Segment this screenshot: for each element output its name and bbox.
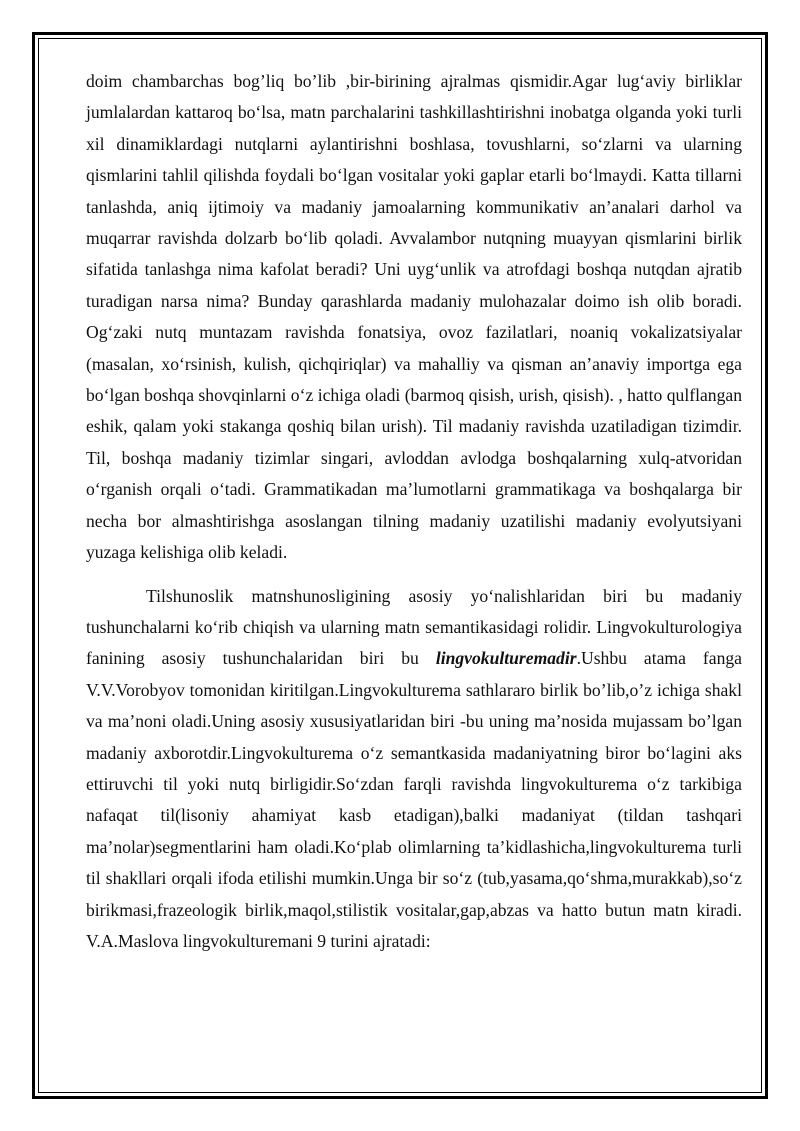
term-lingvokulturemadir: lingvokulturemadir bbox=[435, 648, 577, 669]
document-body bbox=[86, 66, 742, 957]
paragraph-2-lead: Tilshunoslik matnshunosligining asosiy yo‘nalishlaridan biri bu madaniy tushunchalarni ko‘rib chiqish va ularning matn semantikasidagi rolidir. Lingvokulturologiya fanining asosiy tushunchalaridan biri bu bbox=[86, 585, 742, 669]
paragraph-2 bbox=[86, 581, 742, 958]
paragraph-1: doim chambarchas bog’liq bo’lib ,bir-birining ajralmas qismidir.Agar lug‘aviy birliklar jumlalardan kattaroq bo‘lsa, matn parchalarini tashkillashtirishni inobatga olganda yoki turli xil dinamiklardagi nutqlarni aylantirishni boshlasa, tovushlarni, so‘zlarni va ularning qismlarini tahlil qilishda foydali bo‘lgan vositalar yoki gaplar etarli bo‘lmaydi. Katta tillarni tanlashda, aniq ijtimoiy va madaniy jamoalarning kommunikativ an’analari darhol va muqarrar ravishda dolzarb bo‘lib qoladi. Avvalambor nutqning muayyan qismlarini birlik sifatida tanlashga nima kafolat beradi? Uni uyg‘unlik va atrofdagi boshqa nutqdan ajratib turadigan narsa nima? Bunday qarashlarda madaniy mulohazalar doimo ish olib boradi. Og‘zaki nutq muntazam ravishda fonatsiya, ovoz fazilatlari, noaniq vokalizatsiyalar (masalan, xo‘rsinish, kulish, qichqiriqlar) va mahalliy va qisman an’anaviy importga ega bo‘lgan boshqa shovqinlarni o‘z ichiga oladi (barmoq qisish, urish, qisish). , hatto qulflangan eshik, qalam yoki stakanga qoshiq bilan urish). Til madaniy ravishda uzatiladigan tizimdir. Til, boshqa madaniy tizimlar singari, avloddan avlodga boshqalarning xulq-atvoridan o‘rganish orqali o‘tadi. Grammatikadan ma’lumotlarni grammatikaga va boshqalarga bir necha bor almashtirishga asoslangan tilning madaniy uzatilishi madaniy evolyutsiyani yuzaga kelishiga olib keladi. bbox=[86, 71, 742, 563]
paragraph-2-rest: .Ushbu atama fanga V.V.Vorobyov tomonidan kiritilgan.Lingvokulturema sathlararo birlik bo’lib,o’z ichiga shakl va ma’noni oladi.Uning asosiy xususiyatlaridan biri -bu uning ma’nosida mujassam bo’lgan madaniy axborotdir.Lingvokulturema o‘z semantkasida madaniyatning biror bo‘lagini aks ettiruvchi til yoki nutq birligidir.So‘zdan farqli ravishda lingvokulturema o‘z tarkibiga nafaqat til(lisoniy ahamiyat kasb etadigan),balki madaniyat (tildan tashqari ma’nolar)segmentlarini ham oladi.Ko‘plab olimlarning ta’kidlashicha,lingvokulturema turli til shakllari orqali ifoda etilishi mumkin.Unga bir so‘z (tub,yasama,qo‘shma,murakkab),so‘z birikmasi,frazeologik birlik,maqol,stilistik vositalar,gap,abzas va hatto butun matn kiradi. V.A.Maslova lingvokulturemani 9 turini ajratadi: bbox=[86, 648, 742, 951]
